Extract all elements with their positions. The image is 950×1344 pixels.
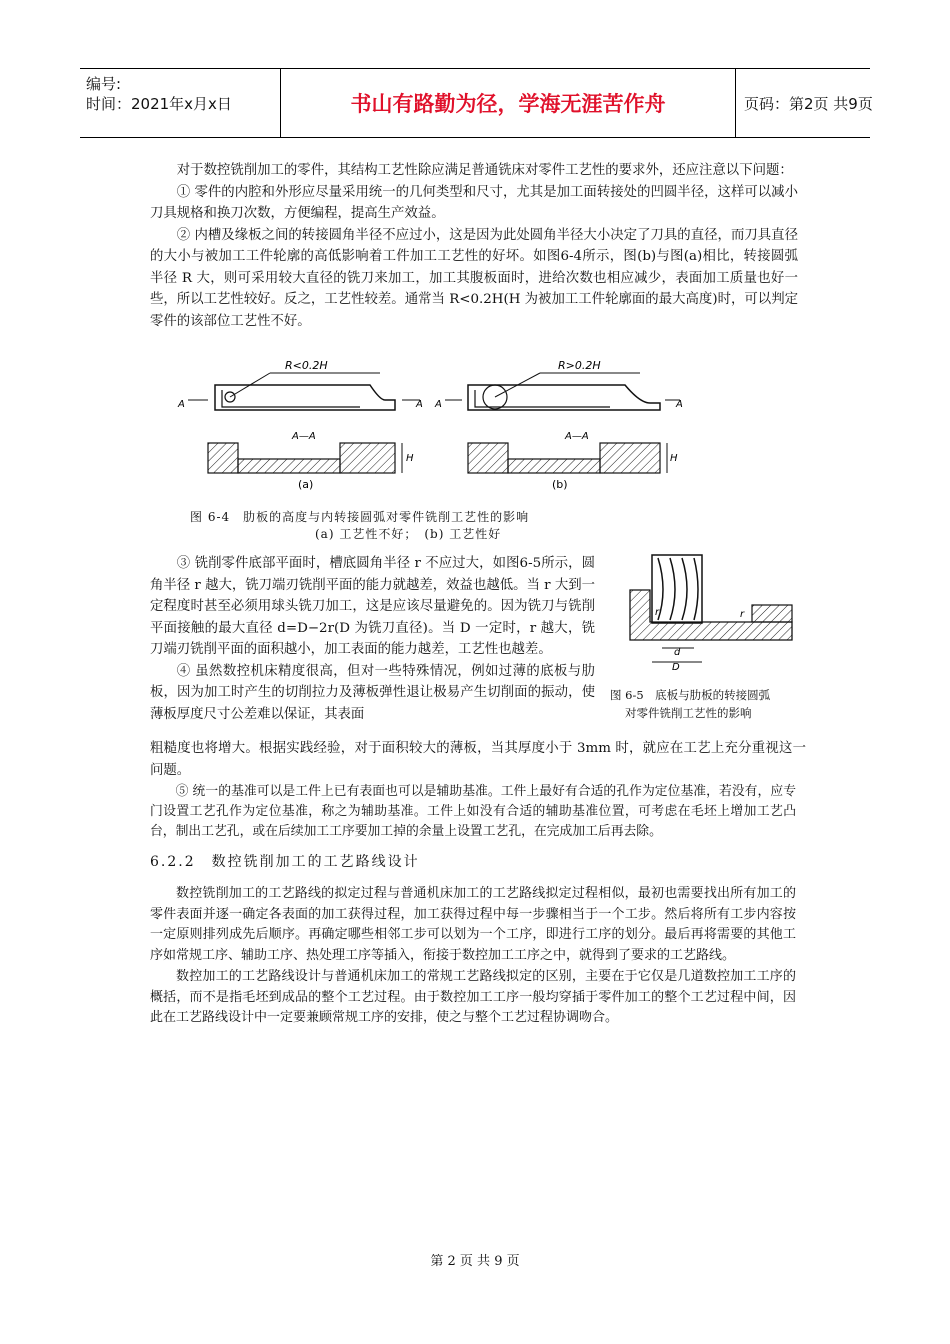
fig-a-section-mark-right: A — [416, 399, 423, 410]
fig65-D-label: D — [672, 662, 680, 673]
paragraph-5a: ④ 虽然数控机床精度很高，但对一些特殊情况，例如过薄的底板与肋板，因为加工时产生的切削拉力及薄板弹性退让极易产生切削面的振动，使薄板厚度尺寸公差难以保证，其表面 — [150, 663, 595, 722]
fig-a-height-mark: H — [406, 453, 414, 464]
paragraph-3: ② 内槽及缘板之间的转接圆角半径不应过小，这是因为此处圆角半径大小决定了刀具的直径，而刀具直径的大小与被加工工件轮廓的高低影响着工件加工工艺性的好坏。如图6-4所示，图(b)与图(a)相比，转接圆弧半径 R 大，则可采用较大直径的铣刀来加工，加工其腹板面时，进给次数也相应减少，表面加工质量也好一些，所以工艺性较好。反之，工艺性较差。通常当 R<0.2H(H 为被加工工件轮廓面的最大高度)时，可以判定零件的该部位工艺性不好。 — [150, 227, 798, 329]
number-label: 编号: — [86, 75, 122, 93]
paragraph-1: 对于数控铣削加工的零件，其结构工艺性除应满足普通铣床对零件工艺性的要求外，还应注意以下问题： — [176, 163, 793, 178]
text-block-continued — [150, 738, 806, 781]
page-header — [80, 68, 873, 138]
fig-a-section-mark-left: A — [178, 399, 185, 410]
figure-a-top — [188, 373, 420, 410]
text-block-wrap — [150, 553, 595, 725]
milling-cutter — [652, 555, 702, 623]
fig-a-sublabel: (a) — [298, 478, 314, 491]
header-meta-cell — [80, 69, 281, 137]
figure-6-4-subcaption: (a) 工艺性不好； (b) 工艺性好 — [315, 527, 502, 541]
header-motto-cell — [281, 69, 736, 137]
fig-a-radius-label: R<0.2H — [285, 359, 328, 372]
paragraph-4: ③ 铣削零件底部平面时，槽底圆角半径 r 不应过大，如图6-5所示，圆角半径 r 越大，铣刀端刃铣削平面的能力就越差，效益也越低。当 r 大到一定程度时甚至必须用球头铣刀加工，这是应该尽量避免的。因为铣刀与铣削平面接触的最大直径 d=D−2r(D 为铣刀直径)。当 D 一定时，r 越大，铣刀端刃铣削平面的面积越小，加工表面的能力越差，工艺性也越差。 — [150, 556, 595, 657]
figure-b-top — [445, 373, 680, 410]
figure-6-5 — [622, 550, 802, 680]
fig-b-height-mark: H — [670, 453, 678, 464]
fig-a-section-label: A—A — [292, 431, 316, 442]
fig-b-section-mark-left: A — [435, 399, 442, 410]
text-block-intro — [150, 160, 798, 332]
paragraph-6: ⑤ 统一的基准可以是工件上已有表面也可以是辅助基准。工件上最好有合适的孔作为定位基准，若没有，应专门设置工艺孔作为定位基准，称之为辅助基准。工件上如没有合适的辅助基准位置，可考虑在毛坯上增加工艺凸台，制出工艺孔，或在后续加工工序要加工掉的余量上设置工艺孔，在完成加工后再去除。 — [150, 784, 796, 839]
time-label: 时间：2021年x月x日 — [86, 95, 232, 113]
figure-6-5-subcaption: 对零件铣削工艺性的影响 — [625, 706, 752, 720]
fig65-d-label: d — [674, 647, 681, 658]
paragraph-5b: 粗糙度也将增大。根据实践经验，对于面积较大的薄板，当其厚度小于 3mm 时，就应在工艺上充分重视这一问题。 — [150, 741, 806, 778]
fig65-r-label-right: r — [740, 609, 745, 620]
paragraph-2: ① 零件的内腔和外形应尽量采用统一的几何类型和尺寸，尤其是加工面转接处的凹圆半径，这样可以减小刀具规格和换刀次数，方便编程，提高生产效益。 — [150, 184, 798, 221]
motto-text: 书山有路勤为径，学海无涯苦作舟 — [350, 92, 666, 116]
paragraph-8: 数控加工的工艺路线设计与普通机床加工的常规工艺路线拟定的区别，主要在于它仅是几道数控加工工序的概括，而不是指毛坯到成品的整个工艺过程。由于数控加工工序一般均穿插于零件加工的整个工艺过程中间，因此在工艺路线设计中一定要兼顾常规工序的安排，使之与整个工艺过程协调吻合。 — [150, 968, 796, 1026]
figure-a-section — [208, 443, 402, 473]
fig-b-radius-label: R>0.2H — [558, 359, 601, 372]
fig-b-section-label: A—A — [565, 431, 589, 442]
section-heading: 6.2.2 数控铣削加工的工艺路线设计 — [150, 854, 420, 870]
page-label: 页码：第2页 共9页 — [744, 94, 873, 113]
fig-b-section-mark-right: A — [676, 399, 683, 410]
text-block-datum — [150, 782, 796, 842]
figure-6-5-caption: 图 6-5 底板与肋板的转接圆弧 — [610, 688, 771, 702]
figure-6-4-caption: 图 6-4 肋板的高度与内转接圆弧对零件铣削工艺性的影响 — [190, 510, 530, 524]
page-footer: 第 2 页 共 9 页 — [430, 1254, 520, 1269]
fig-b-sublabel: (b) — [552, 478, 568, 491]
fig65-r-label: r — [655, 607, 660, 618]
figure-b-section — [468, 443, 667, 473]
text-block-route — [150, 884, 796, 1029]
figure-6-4 — [170, 355, 690, 495]
paragraph-7: 数控铣削加工的工艺路线的拟定过程与普通机床加工的工艺路线拟定过程相似，最初也需要找出所有加工的零件表面并逐一确定各表面的加工获得过程，加工获得过程中每一步骤相当于一个工步。然后将所有工步内容按一定原则排列成先后顺序。再确定哪些相邻工步可以划为一个工序，即进行工序的划分。最后再将需要的其他工序如常规工序、辅助工序、热处理工序等插入，衔接于数控加工工序之中，就得到了要求的工艺路线。 — [150, 886, 796, 964]
